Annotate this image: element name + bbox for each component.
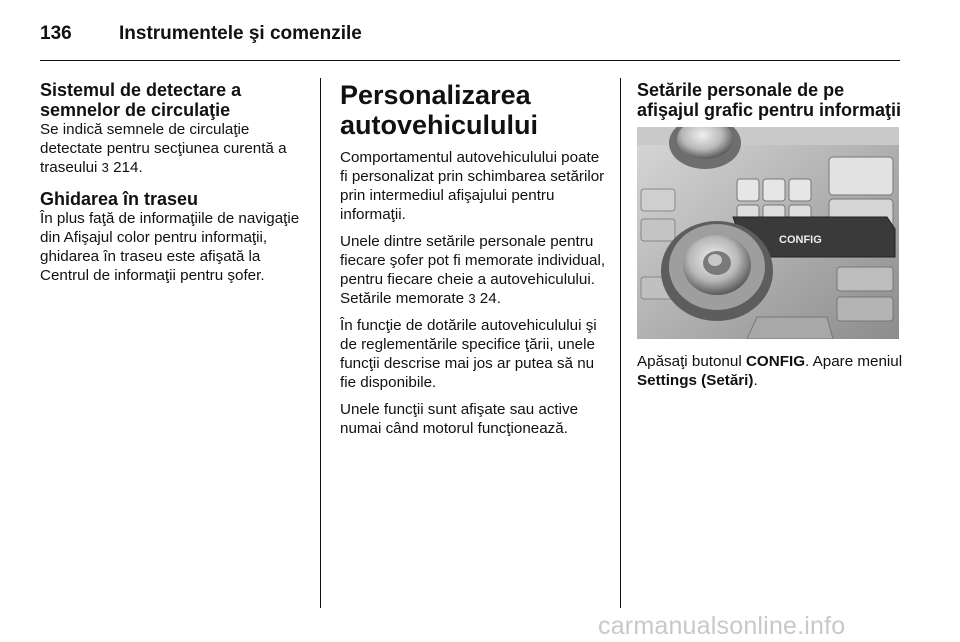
section-body-route-guidance: În plus faţă de informaţiile de navigaţie din Afişajul color pentru informaţii, ghidarea în traseu este afişată la Centrul de informaţii pentru şofer. xyxy=(40,210,300,284)
column-separator-1 xyxy=(320,78,321,608)
reference-arrow-icon: 3 xyxy=(101,160,109,175)
column-1 xyxy=(40,80,310,285)
watermark: carmanualsonline.info xyxy=(598,612,846,640)
paragraph-4: Unele funcţii sunt afişate sau active numai când motorul funcţionează. xyxy=(340,401,579,437)
section-body-sign-detection: Se indică semnele de circulaţie detectate pentru secţiunea curentă a traseului 3 214. xyxy=(40,121,287,176)
page-reference-link[interactable]: 24. xyxy=(479,290,501,307)
section-title-personalization: Personalizarea autovehiculului xyxy=(340,80,539,140)
column-3 xyxy=(637,80,907,390)
page-number: 136 xyxy=(40,23,72,44)
section-title-route-guidance: Ghidarea în traseu xyxy=(40,189,199,209)
column-separator-2 xyxy=(620,78,621,608)
chapter-title: Instrumentele şi comenzile xyxy=(119,23,362,44)
paragraph-1: Comportamentul autovehiculului poate fi personalizat prin schimbarea setărilor prin intermediul afişajului pentru informaţii. xyxy=(340,149,605,223)
photo-caption: Apăsaţi butonul CONFIG. Apare meniul Settings (Setări). xyxy=(637,353,903,389)
header-rule xyxy=(40,60,900,61)
section-title-sign-detection: Sistemul de detectare a semnelor de circulaţie xyxy=(40,80,242,120)
config-label: CONFIG xyxy=(745,353,806,370)
reference-arrow-icon: 3 xyxy=(468,291,476,306)
page-header xyxy=(40,14,900,54)
paragraph-2: Unele dintre setările personale pentru fiecare şofer pot fi memorate individual, pentru fiecare cheie a autovehiculului. Setările memorate 3 24. xyxy=(340,233,606,307)
paragraph-3: În funcţie de dotările autovehiculului şi de reglementările specifice ţării, unele funcţii descrise mai jos ar putea să nu fie disponibile. xyxy=(340,317,597,391)
section-title-display-settings: Setările personale de pe afişajul grafic pentru informaţii xyxy=(637,80,902,120)
settings-menu-label: Settings (Setări) xyxy=(637,372,754,389)
dashboard-photo xyxy=(637,127,899,339)
page-reference-link[interactable]: 214. xyxy=(113,159,143,176)
column-2 xyxy=(340,80,610,446)
config-button-label: CONFIG xyxy=(779,234,822,246)
